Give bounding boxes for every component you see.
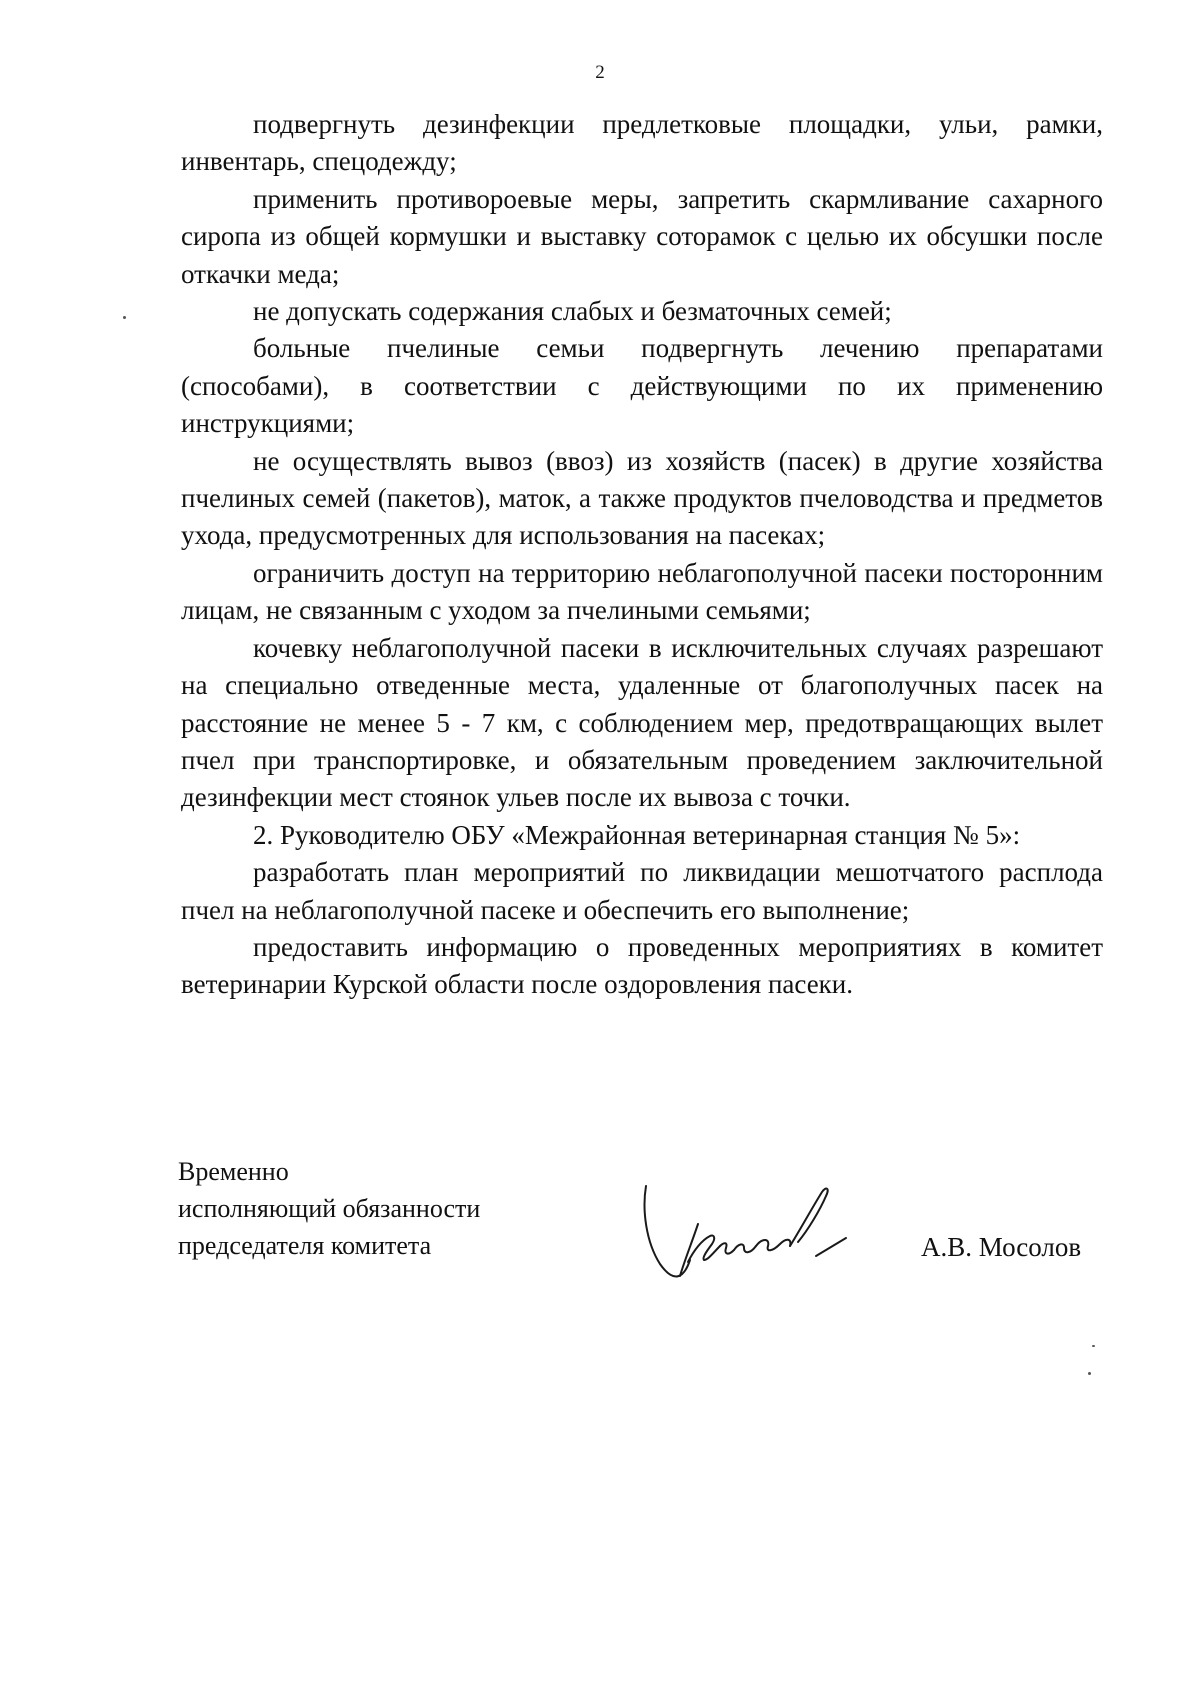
paragraph-migration: кочевку неблагополучной пасеки в исключительных случаях разрешают на специально отведенные места, удаленные от благополучных пасек на расстояние не менее 5 - 7 км, с соблюдением мер, предотвращающих вылет пчел при транспортировке, и обязательным проведением заключительной дезинфекции мест стоянок ульев после их вывоза с точки. xyxy=(181,632,1103,813)
paragraph-section-2: 2. Руководителю ОБУ «Межрайонная ветеринарная станция № 5»: xyxy=(253,819,1021,850)
scan-speck xyxy=(123,316,126,319)
paragraph-plan: разработать план мероприятий по ликвидации мешотчатого расплода пчел на неблагополучной пасеке и обеспечить его выполнение; xyxy=(181,857,1103,925)
signatory-title-line: исполняющий обязанности xyxy=(178,1194,481,1223)
signatory-title-line: председателя комитета xyxy=(178,1231,432,1260)
paragraph-anti-swarm: применить противороевые меры, запретить скармливание сахарного сиропа из общей кормушки и выставку соторамок с целью их обсушки после откачки меда; xyxy=(181,183,1103,289)
scan-speck xyxy=(1092,1345,1095,1347)
paragraph-report: предоставить информацию о проведенных мероприятиях в комитет ветеринарии Курской области после оздоровления пасеки. xyxy=(181,931,1103,1000)
signatory-title xyxy=(178,1153,480,1264)
signer-name: А.В. Мосолов xyxy=(921,1232,1082,1262)
paragraph-access-restriction: ограничить доступ на территорию неблагополучной пасеки посторонним лицам, не связанным с уходом за пчелиными семьями; xyxy=(181,557,1103,626)
paragraph-transport-ban: не осуществлять вывоз (ввоз) из хозяйств (пасек) в другие хозяйства пчелиных семей (пакетов), маток, а также продуктов пчеловодства и предметов ухода, предусмотренных для использования на пасеках; xyxy=(181,445,1103,551)
paragraph-disinfection: подвергнуть дезинфекции предлетковые площадки, ульи, рамки, инвентарь, спецодежду; xyxy=(181,109,1103,177)
scan-speck xyxy=(1088,1372,1091,1375)
body-text xyxy=(181,106,1103,1004)
paragraph-weak-colonies: не допускать содержания слабых и безматочных семей; xyxy=(253,296,892,327)
page-number: 2 xyxy=(595,62,605,83)
signatory-title-line: Временно xyxy=(178,1157,289,1186)
handwritten-signature xyxy=(640,1180,920,1290)
paragraph-treatment: больные пчелиные семьи подвергнуть лечению препаратами (способами), в соответствии с действующими по их применению инструкциями; xyxy=(181,333,1103,439)
